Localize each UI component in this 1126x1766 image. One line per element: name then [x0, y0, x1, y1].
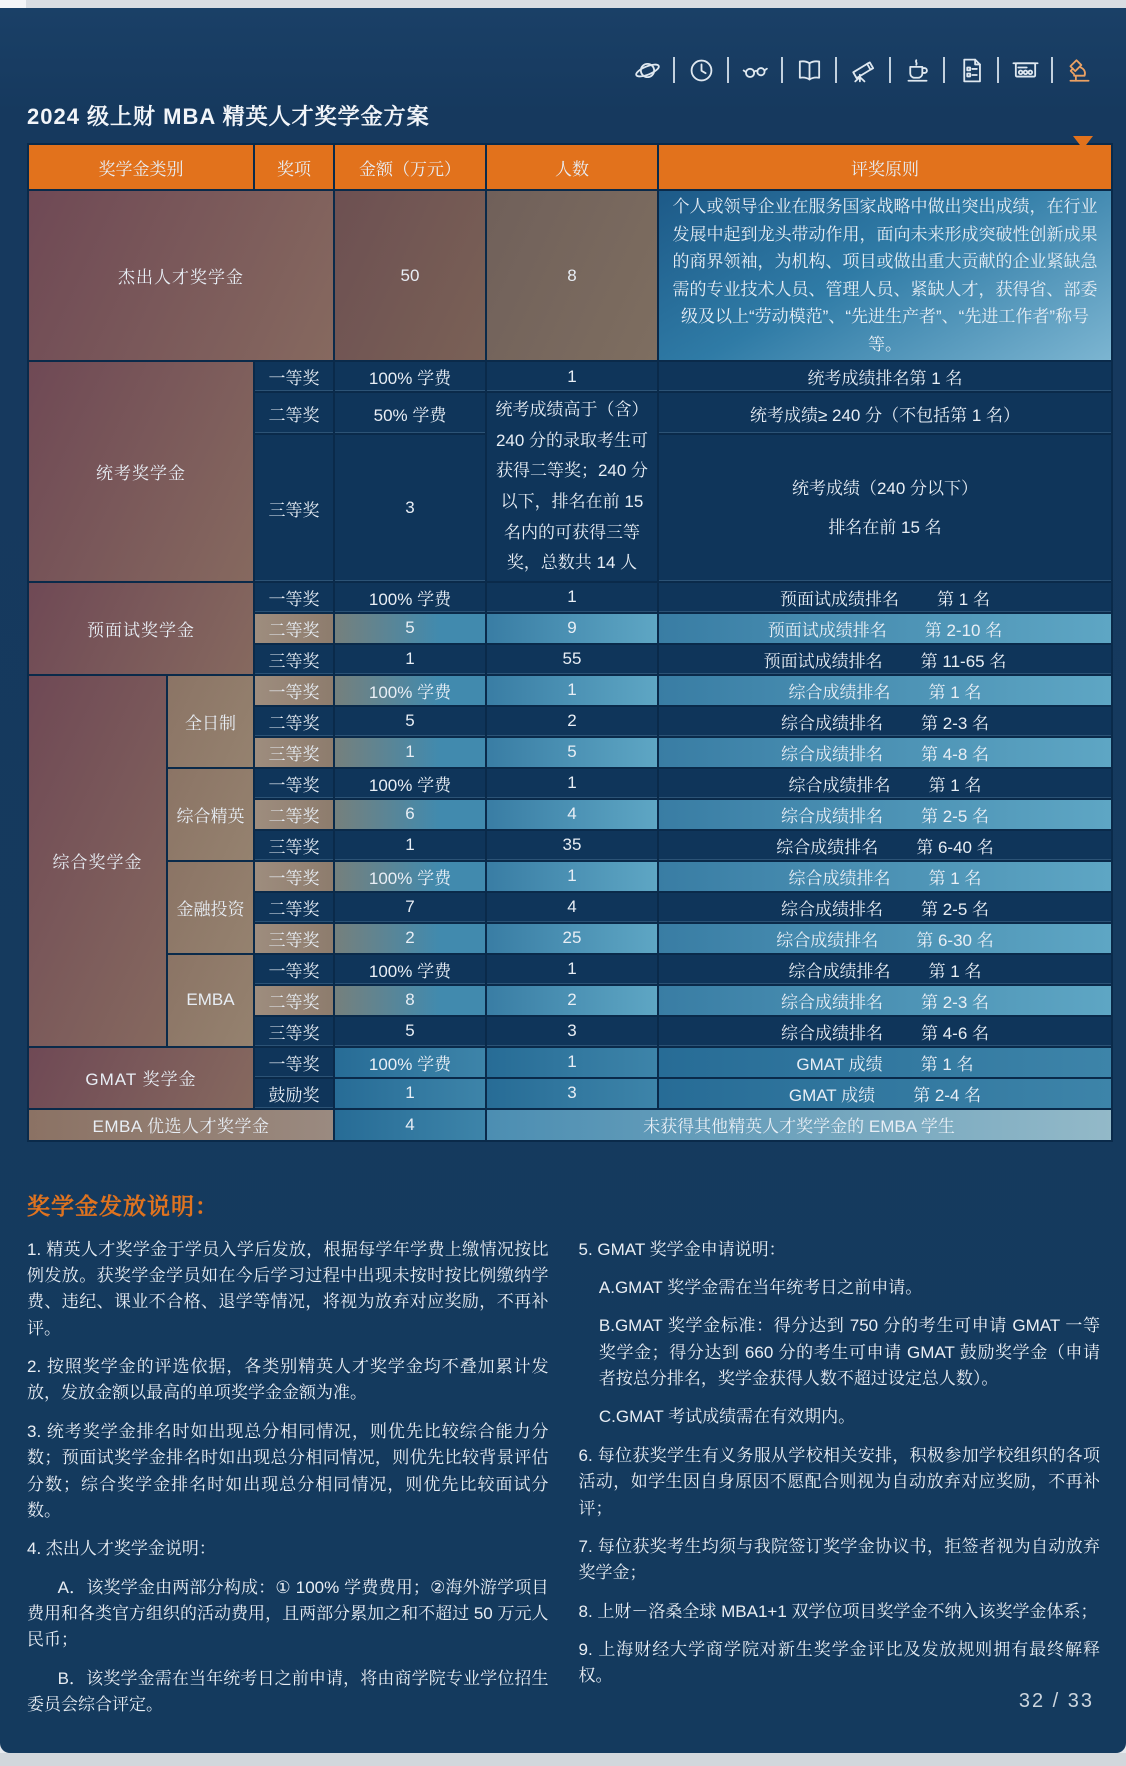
count-cell: 3 [487, 1017, 657, 1046]
principle-cell: 综合成绩排名 第 2-3 名 [659, 707, 1111, 736]
count-cell: 5 [487, 738, 657, 767]
count-cell: 4 [487, 893, 657, 922]
amount-cell: 100% 学费 [335, 769, 485, 798]
award-cell: 三等奖 [255, 924, 333, 953]
count-cell: 1 [487, 362, 657, 391]
icon-separator [673, 57, 675, 83]
page-number: 32 / 33 [1018, 1690, 1094, 1712]
count-cell: 4 [487, 800, 657, 829]
glasses-icon [738, 54, 772, 86]
principle-cell: 综合成绩排名 第 4-6 名 [659, 1017, 1111, 1046]
award-cell: 二等奖 [255, 986, 333, 1015]
note-item: 6. 每位获奖学生有义务服从学校相关安排，积极参加学校组织的各项活动，如学生因自身原因不愿配合则视为自动放弃对应奖励，不再补评； [578, 1445, 1100, 1518]
note-item: 9. 上海财经大学商学院对新生奖学金评比及发放规则拥有最终解释权。 [578, 1639, 1100, 1686]
note-item: 3. 统考奖学金排名时如出现总分相同情况，则优先比较综合能力分数；预面试奖学金排名时如出现总分相同情况，则优先比较背景评估分数；综合奖学金排名时如出现总分相同情况，则优先比较面试分数。 [27, 1421, 549, 1520]
award-cell: 一等奖 [255, 362, 333, 391]
principle-cell: 统考成绩（240 分以下） 排名在前 15 名 [659, 435, 1111, 580]
subcategory-cell: 金融投资 [168, 862, 253, 953]
amount-cell: 100% 学费 [335, 862, 485, 891]
column-header: 奖学金类别 [29, 145, 253, 189]
amount-cell: 5 [335, 1017, 485, 1046]
scholarship-table [27, 143, 1113, 1142]
principle-cell: 综合成绩排名 第 1 名 [659, 955, 1111, 984]
count-cell: 3 [487, 1079, 657, 1108]
icon-separator [943, 57, 945, 83]
principle-cell: 未获得其他精英人才奖学金的 EMBA 学生 [487, 1110, 1111, 1140]
amount-cell: 50 [335, 191, 485, 360]
microscope-icon [1062, 54, 1096, 86]
amount-cell: 100% 学费 [335, 362, 485, 391]
amount-cell: 7 [335, 893, 485, 922]
award-cell: 三等奖 [255, 738, 333, 767]
principle-cell: 预面试成绩排名 第 11-65 名 [659, 645, 1111, 674]
note-item: A.GMAT 奖学金需在当年统考日之前申请。 [598, 1278, 923, 1298]
amount-cell: 1 [335, 738, 485, 767]
subcategory-cell: 全日制 [168, 676, 253, 767]
principle-cell: 统考成绩排名第 1 名 [659, 362, 1111, 391]
amount-cell: 1 [335, 831, 485, 860]
photo-top-edge [0, 0, 1126, 8]
count-cell: 25 [487, 924, 657, 953]
award-cell: 一等奖 [255, 676, 333, 705]
award-cell: 二等奖 [255, 393, 333, 433]
note-item: 7. 每位获奖考生均须与我院签订奖学金协议书，拒签者视为自动放弃奖学金； [578, 1536, 1100, 1583]
dropdown-triangle-icon [1073, 136, 1093, 149]
award-cell: 三等奖 [255, 435, 333, 580]
principle-cell: 预面试成绩排名 第 2-10 名 [659, 614, 1111, 643]
projector-screen-icon [1008, 54, 1042, 86]
award-cell: 二等奖 [255, 707, 333, 736]
category-cell: 综合奖学金 [29, 676, 166, 1046]
amount-cell: 1 [335, 1079, 485, 1108]
award-cell: 一等奖 [255, 955, 333, 984]
principle-cell: 综合成绩排名 第 2-5 名 [659, 893, 1111, 922]
award-cell: 二等奖 [255, 800, 333, 829]
count-cell: 1 [487, 769, 657, 798]
award-cell: 一等奖 [255, 862, 333, 891]
amount-cell: 2 [335, 924, 485, 953]
note-item: 5. GMAT 奖学金申请说明： [578, 1239, 786, 1259]
principle-cell: 综合成绩排名 第 1 名 [659, 862, 1111, 891]
amount-cell: 100% 学费 [335, 583, 485, 612]
principle-cell: GMAT 成绩 第 1 名 [659, 1048, 1111, 1077]
notes-title: 奖学金发放说明： [27, 1192, 219, 1219]
amount-cell: 5 [335, 707, 485, 736]
principle-cell: 综合成绩排名 第 1 名 [659, 769, 1111, 798]
brochure-page [0, 8, 1126, 1753]
amount-cell: 1 [335, 645, 485, 674]
note-item: C.GMAT 考试成绩需在有效期内。 [598, 1407, 856, 1427]
icon-separator [997, 57, 999, 83]
subcategory-cell: EMBA [168, 955, 253, 1046]
principle-cell: 综合成绩排名 第 1 名 [659, 676, 1111, 705]
principle-cell: 综合成绩排名 第 2-5 名 [659, 800, 1111, 829]
principle-cell: 综合成绩排名 第 6-40 名 [659, 831, 1111, 860]
notes-column-left [27, 1237, 549, 1731]
note-item: A．该奖学金由两部分构成：① 100% 学费费用；②海外游学项目费用和各类官方组织的活动费用，且两部分累加之和不超过 50 万元人民币； [27, 1577, 549, 1650]
telescope-icon [846, 54, 880, 86]
count-cell: 1 [487, 1048, 657, 1077]
note-item: B．该奖学金需在当年统考日之前申请，将由商学院专业学位招生委员会综合评定。 [27, 1668, 549, 1714]
category-cell: EMBA 优选人才奖学金 [29, 1110, 333, 1140]
checklist-document-icon [954, 54, 988, 86]
note-item: 8. 上财－洛桑全球 MBA1+1 双学位项目奖学金不纳入该奖学金体系； [578, 1601, 1098, 1621]
count-cell: 55 [487, 645, 657, 674]
award-cell: 一等奖 [255, 1048, 333, 1077]
count-merged-cell: 统考成绩高于（含）240 分的录取考生可获得二等奖；240 分以下，排名在前 15 名内的可获得三等奖，总数共 14 人 [487, 393, 657, 581]
amount-cell: 3 [335, 435, 485, 580]
column-header: 金额（万元） [335, 145, 485, 189]
count-cell: 35 [487, 831, 657, 860]
subcategory-cell: 综合精英 [168, 769, 253, 860]
count-cell: 1 [487, 955, 657, 984]
column-header: 人数 [487, 145, 657, 189]
icon-separator [781, 57, 783, 83]
principle-cell: 个人或领导企业在服务国家战略中做出突出成绩，在行业发展中起到龙头带动作用，面向未来形成突破性创新成果的商界领袖，为机构、项目或做出重大贡献的企业紧缺急需的专业技术人员、管理人员、紧缺人才，获得省、部委级及以上“劳动模范”、“先进生产者”、“先进工作者”称号等。 [659, 191, 1111, 360]
count-cell: 9 [487, 614, 657, 643]
column-header: 奖项 [255, 145, 333, 189]
icon-separator [1051, 57, 1053, 83]
amount-cell: 5 [335, 614, 485, 643]
globe-icon [630, 54, 664, 86]
notes-section [0, 1237, 1126, 1731]
amount-cell: 100% 学费 [335, 1048, 485, 1077]
notes-column-right [579, 1237, 1101, 1731]
award-cell: 二等奖 [255, 614, 333, 643]
count-cell: 1 [487, 862, 657, 891]
principle-cell: 预面试成绩排名 第 1 名 [659, 583, 1111, 612]
count-cell: 8 [487, 191, 657, 360]
clock-icon [684, 54, 718, 86]
category-cell: 杰出人才奖学金 [29, 191, 333, 360]
open-book-icon [792, 54, 826, 86]
note-item: 1. 精英人才奖学金于学员入学后发放，根据每学年学费上缴情况按比例发放。获奖学金学员如在今后学习过程中出现未按时按比例缴纳学费、违纪、课业不合格、退学等情况，将视为放弃对应奖励，不再补评。 [27, 1239, 549, 1338]
note-item: 2. 按照奖学金的评选依据，各类别精英人才奖学金均不叠加累计发放，发放金额以最高的单项奖学金金额为准。 [27, 1357, 549, 1403]
principle-cell: 统考成绩≥ 240 分（不包括第 1 名） [659, 393, 1111, 433]
note-item: 4. 杰出人才奖学金说明： [27, 1539, 216, 1559]
count-cell: 2 [487, 986, 657, 1015]
count-cell: 1 [487, 583, 657, 612]
page-title: 2024 级上财 MBA 精英人才奖学金方案 [27, 104, 430, 129]
principle-cell: GMAT 成绩 第 2-4 名 [659, 1079, 1111, 1108]
award-cell: 三等奖 [255, 645, 333, 674]
principle-cell: 综合成绩排名 第 2-3 名 [659, 986, 1111, 1015]
amount-cell: 8 [335, 986, 485, 1015]
header-icon-strip [0, 8, 1126, 88]
award-cell: 一等奖 [255, 583, 333, 612]
coffee-cup-icon [900, 54, 934, 86]
note-item: B.GMAT 奖学金标准：得分达到 750 分的考生可申请 GMAT 一等奖学金；得分达到 660 分的考生可申请 GMAT 鼓励奖学金（申请者按总分排名，奖学金获得人数不超过设定总人数）。 [598, 1316, 1100, 1389]
amount-cell: 6 [335, 800, 485, 829]
award-cell: 一等奖 [255, 769, 333, 798]
photo-bottom-edge [0, 1753, 1126, 1766]
award-cell: 三等奖 [255, 1017, 333, 1046]
principle-cell: 综合成绩排名 第 4-8 名 [659, 738, 1111, 767]
icon-separator [889, 57, 891, 83]
count-cell: 2 [487, 707, 657, 736]
award-cell: 二等奖 [255, 893, 333, 922]
amount-cell: 100% 学费 [335, 955, 485, 984]
principle-cell: 综合成绩排名 第 6-30 名 [659, 924, 1111, 953]
category-cell: 统考奖学金 [29, 362, 253, 581]
count-cell: 1 [487, 676, 657, 705]
icon-separator [727, 57, 729, 83]
column-header: 评奖原则 [659, 145, 1111, 189]
amount-cell: 4 [335, 1110, 485, 1140]
amount-cell: 100% 学费 [335, 676, 485, 705]
award-cell: 鼓励奖 [255, 1079, 333, 1108]
icon-separator [835, 57, 837, 83]
category-cell: GMAT 奖学金 [29, 1048, 253, 1108]
category-cell: 预面试奖学金 [29, 583, 253, 674]
amount-cell: 50% 学费 [335, 393, 485, 433]
award-cell: 三等奖 [255, 831, 333, 860]
